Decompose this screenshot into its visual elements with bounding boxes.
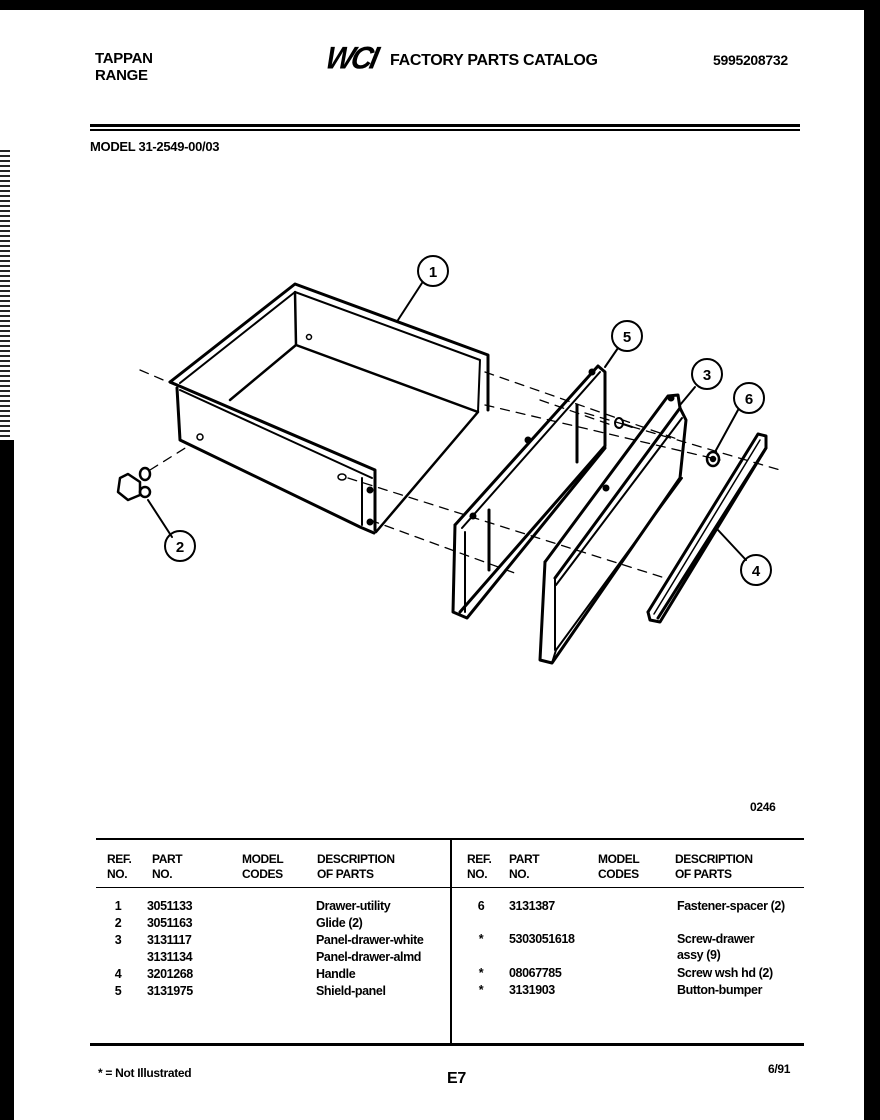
description: Screw wsh hd (2) bbox=[677, 966, 773, 980]
description: Drawer-utility bbox=[316, 899, 391, 913]
part-5-shield-panel bbox=[453, 366, 605, 618]
part-no: 3051163 bbox=[147, 916, 193, 930]
ref-no: * bbox=[478, 932, 484, 946]
brand-line-1: TAPPAN bbox=[95, 50, 153, 67]
part-no: 3131117 bbox=[147, 933, 192, 947]
revision-date: 6/91 bbox=[768, 1062, 791, 1076]
description-continued: assy (9) bbox=[677, 948, 721, 962]
ref-no: 3 bbox=[114, 933, 122, 947]
callout-2: 2 bbox=[175, 539, 185, 556]
description: Glide (2) bbox=[316, 916, 363, 930]
catalog-number: 5995208732 bbox=[713, 52, 788, 68]
part-no: 3131134 bbox=[147, 950, 193, 964]
ref-no: 6 bbox=[477, 899, 485, 913]
part-no: 3131975 bbox=[147, 984, 193, 998]
ref-no: 5 bbox=[114, 984, 122, 998]
table-column-divider bbox=[450, 840, 452, 1045]
description: Panel-drawer-almd bbox=[316, 950, 422, 964]
wci-logo: WCI bbox=[322, 41, 380, 76]
header-part-no-right: PART NO. bbox=[509, 852, 540, 881]
header-ref-no: REF. NO. bbox=[107, 852, 132, 881]
ref-no: 1 bbox=[114, 899, 122, 913]
ref-no: 2 bbox=[114, 916, 122, 930]
brand-line-2: RANGE bbox=[95, 67, 148, 84]
part-no: 3131903 bbox=[509, 983, 555, 997]
table-bottom-rule bbox=[90, 1043, 804, 1046]
header-model-codes-right: MODEL CODES bbox=[598, 852, 640, 881]
part-no: 3051133 bbox=[147, 899, 193, 913]
header-model-codes: MODEL CODES bbox=[242, 852, 284, 881]
page-id: E7 bbox=[447, 1070, 466, 1087]
header-part-no: PART NO. bbox=[152, 852, 183, 881]
callout-4: 4 bbox=[751, 563, 761, 580]
description: Panel-drawer-white bbox=[316, 933, 424, 947]
part-no: 5303051618 bbox=[509, 932, 575, 946]
header-description: DESCRIPTION OF PARTS bbox=[317, 852, 395, 881]
figure-code: 0246 bbox=[750, 800, 776, 814]
callout-1: 1 bbox=[428, 264, 438, 281]
ref-no: * bbox=[478, 983, 484, 997]
description: Button-bumper bbox=[677, 983, 763, 997]
part-6-fastener-spacer bbox=[707, 452, 719, 466]
part-no: 08067785 bbox=[509, 966, 562, 980]
ref-no: 4 bbox=[114, 967, 122, 981]
description: Shield-panel bbox=[316, 984, 386, 998]
model-number: MODEL 31-2549-00/03 bbox=[90, 139, 220, 154]
header-description-right: DESCRIPTION OF PARTS bbox=[675, 852, 753, 881]
not-illustrated-footnote: * = Not Illustrated bbox=[98, 1066, 192, 1080]
description: Handle bbox=[316, 967, 356, 981]
part-2-glide bbox=[118, 468, 150, 500]
part-no: 3131387 bbox=[509, 899, 555, 913]
description: Screw-drawer bbox=[677, 932, 755, 946]
part-no: 3201268 bbox=[147, 967, 193, 981]
part-1-drawer bbox=[170, 284, 488, 533]
callout-leaders bbox=[148, 283, 746, 560]
callout-5: 5 bbox=[622, 329, 632, 346]
description: Fastener-spacer (2) bbox=[677, 899, 785, 913]
ref-no: * bbox=[478, 966, 484, 980]
callout-6: 6 bbox=[744, 391, 754, 408]
callout-3: 3 bbox=[702, 367, 712, 384]
header-ref-no-right: REF. NO. bbox=[467, 852, 492, 881]
catalog-title: FACTORY PARTS CATALOG bbox=[390, 52, 598, 69]
